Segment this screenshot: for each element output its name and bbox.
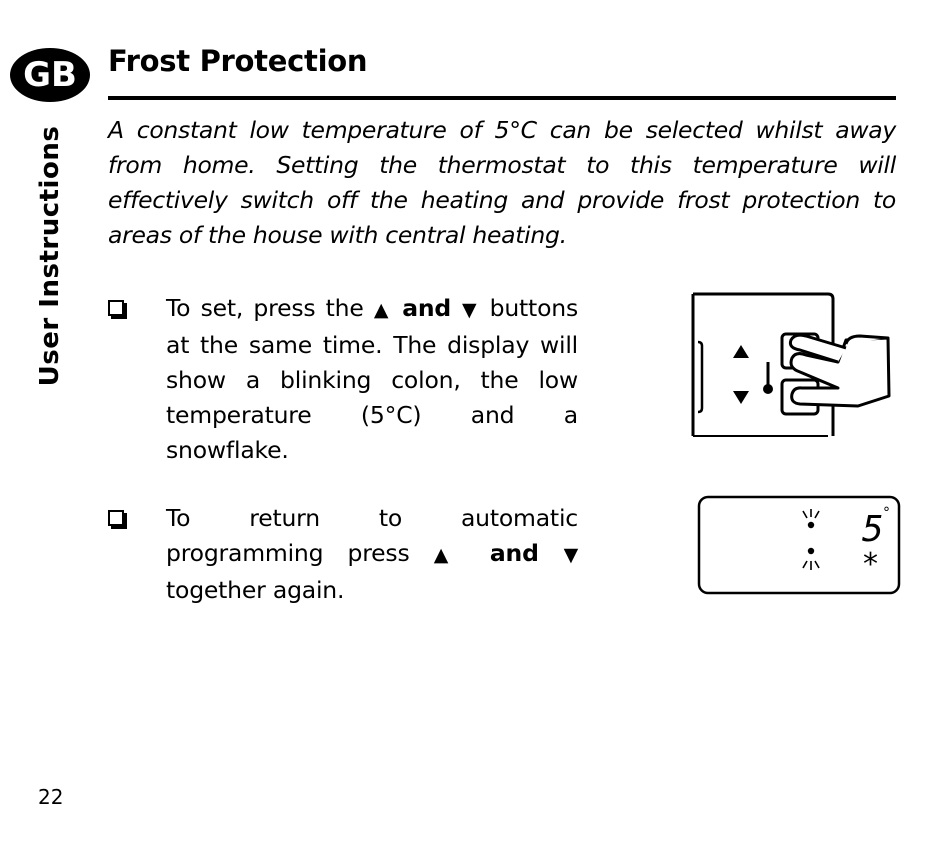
lcd-temperature: 5 [862, 509, 884, 550]
intro-paragraph: A constant low temperature of 5°C can be selected whilst away from home. Setting the thermostat to this temperature will effectively switch off the heating and provide frost protection to areas of the house with central heating. [108, 116, 896, 249]
down-button-icon [733, 391, 749, 404]
up-arrow-icon: ▲ [433, 544, 465, 566]
page-number: 22 [38, 785, 64, 809]
snowflake-icon: * [863, 547, 878, 582]
step-item-set [108, 291, 578, 468]
section-side-title: User Instructions [35, 125, 65, 387]
language-badge: GB [10, 48, 90, 102]
page-title: Frost Protection [108, 44, 368, 78]
down-arrow-icon: ▼ [462, 299, 480, 321]
down-arrow-icon: ▼ [563, 544, 578, 566]
lcd-degree: ° [883, 505, 890, 521]
title-rule [108, 96, 896, 100]
step-text: To set, press the ▲ and ▼ buttons at the same time. The display will show a blinking colon, the low temperature (5°C) and a snowflake. [166, 294, 578, 464]
checkbox-bullet-icon [108, 510, 124, 526]
step-text: To return to automatic programming press ▲ and ▼ together again. [166, 504, 578, 604]
up-arrow-icon: ▲ [373, 299, 392, 321]
checkbox-bullet-icon [108, 300, 124, 316]
thermostat-press-illustration [688, 288, 898, 440]
lcd-display [697, 495, 901, 595]
hand-icon [790, 335, 889, 406]
up-button-icon [733, 345, 749, 358]
step-item-return [108, 501, 578, 608]
